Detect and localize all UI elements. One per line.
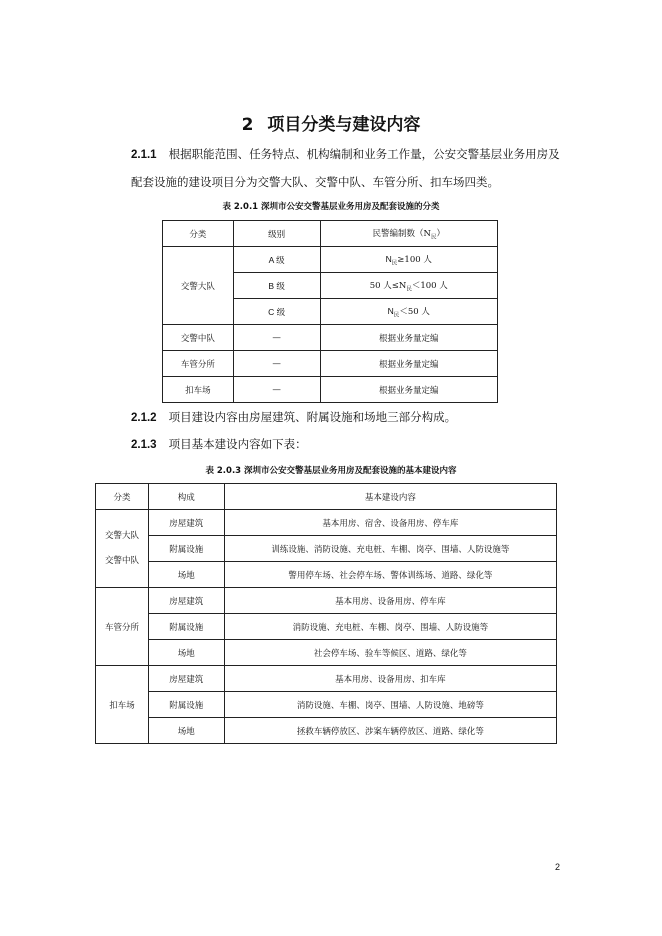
composition-cell: 房屋建筑 bbox=[148, 510, 224, 536]
group-category: 扣车场 bbox=[96, 666, 149, 744]
table-row bbox=[96, 692, 557, 718]
header-staff: 民警编制数$(N_民)$ bbox=[320, 221, 497, 247]
clause-text: 项目基本建设内容如下表： bbox=[168, 437, 307, 451]
category-cell: 车管分所 bbox=[163, 351, 234, 377]
table2-caption: 表 2.0.3 深圳市公安交警基层业务用房及配套设施的基本建设内容 bbox=[205, 466, 457, 476]
table-row bbox=[96, 640, 557, 666]
level-cell: C 级 bbox=[233, 299, 320, 325]
group-category: 车管分所 bbox=[96, 588, 149, 666]
table-row bbox=[96, 666, 557, 692]
clause-text-line1: 根据职能范围、任务特点、机构编制和业务工作量，公安交警基层业务用房及 bbox=[168, 147, 560, 161]
table-header-row bbox=[163, 221, 498, 247]
clause-2-1-2 bbox=[131, 404, 571, 432]
content-cell: 警用停车场、社会停车场、警体训练场、道路、绿化等 bbox=[224, 562, 556, 588]
group-category: 交警大队 bbox=[163, 247, 234, 325]
content-cell: 消防设施、车棚、岗亭、围墙、人防设施、地磅等 bbox=[224, 692, 556, 718]
construction-content-table bbox=[95, 483, 557, 744]
table1-caption: 表 2.0.1 深圳市公安交警基层业务用房及配套设施的分类 bbox=[222, 202, 440, 212]
table-row bbox=[96, 718, 557, 744]
composition-cell: 房屋建筑 bbox=[148, 666, 224, 692]
staff-cell: 根据业务量定编 bbox=[320, 325, 497, 351]
clause-text-line2: 配套设施的建设项目分为交警大队、交警中队、车管分所、扣车场四类。 bbox=[131, 175, 499, 189]
category-cell: 交警中队 bbox=[163, 325, 234, 351]
level-cell: B 级 bbox=[233, 273, 320, 299]
clause-number: 2.1.1 bbox=[131, 149, 157, 161]
content-cell: 拯救车辆停放区、涉案车辆停放区、道路、绿化等 bbox=[224, 718, 556, 744]
content-cell: 基本用房、宿舍、设备用房、停车库 bbox=[224, 510, 556, 536]
content-cell: 消防设施、充电桩、车棚、岗亭、围墙、人防设施等 bbox=[224, 614, 556, 640]
staff-cell: 根据业务量定编 bbox=[320, 377, 497, 403]
chapter-number: 2 bbox=[241, 115, 254, 135]
composition-cell: 场地 bbox=[148, 718, 224, 744]
level-cell: — bbox=[233, 325, 320, 351]
table-row bbox=[96, 510, 557, 536]
header-composition: 构成 bbox=[148, 484, 224, 510]
level-cell: — bbox=[233, 351, 320, 377]
staff-cell: 根据业务量定编 bbox=[320, 351, 497, 377]
composition-cell: 附属设施 bbox=[148, 692, 224, 718]
table-row bbox=[163, 351, 498, 377]
table-row bbox=[96, 562, 557, 588]
content-cell: 社会停车场、验车等候区、道路、绿化等 bbox=[224, 640, 556, 666]
chapter-title bbox=[0, 110, 662, 135]
composition-cell: 场地 bbox=[148, 562, 224, 588]
clause-number: 2.1.2 bbox=[131, 412, 157, 424]
composition-cell: 附属设施 bbox=[148, 536, 224, 562]
clause-2-1-3 bbox=[131, 431, 571, 459]
table-row bbox=[96, 588, 557, 614]
staff-cell: $N_民\ge 100$ 人 bbox=[320, 247, 497, 273]
content-cell: 基本用房、设备用房、扣车库 bbox=[224, 666, 556, 692]
category-cell: 扣车场 bbox=[163, 377, 234, 403]
clause-text: 项目建设内容由房屋建筑、附属设施和场地三部分构成。 bbox=[168, 410, 457, 424]
table-header-row bbox=[96, 484, 557, 510]
table-row bbox=[163, 325, 498, 351]
page-number: 2 bbox=[554, 862, 560, 872]
level-cell: A 级 bbox=[233, 247, 320, 273]
composition-cell: 房屋建筑 bbox=[148, 588, 224, 614]
table-row bbox=[96, 536, 557, 562]
composition-cell: 附属设施 bbox=[148, 614, 224, 640]
classification-table bbox=[162, 220, 498, 403]
content-cell: 训练设施、消防设施、充电桩、车棚、岗亭、围墙、人防设施等 bbox=[224, 536, 556, 562]
header-level: 级别 bbox=[233, 221, 320, 247]
staff-cell: $N_民<50$ 人 bbox=[320, 299, 497, 325]
table-row bbox=[96, 614, 557, 640]
clause-2-1-1 bbox=[131, 141, 571, 196]
header-category: 分类 bbox=[96, 484, 149, 510]
composition-cell: 场地 bbox=[148, 640, 224, 666]
clause-number: 2.1.3 bbox=[131, 439, 157, 451]
staff-cell: 50 人$\le N_民<100$ 人 bbox=[320, 273, 497, 299]
header-category: 分类 bbox=[163, 221, 234, 247]
group-category: 交警大队 交警中队 bbox=[96, 510, 149, 588]
content-cell: 基本用房、设备用房、停车库 bbox=[224, 588, 556, 614]
table-row bbox=[163, 247, 498, 273]
level-cell: — bbox=[233, 377, 320, 403]
table-row bbox=[163, 377, 498, 403]
chapter-heading: 项目分类与建设内容 bbox=[267, 115, 421, 135]
header-content: 基本建设内容 bbox=[224, 484, 556, 510]
